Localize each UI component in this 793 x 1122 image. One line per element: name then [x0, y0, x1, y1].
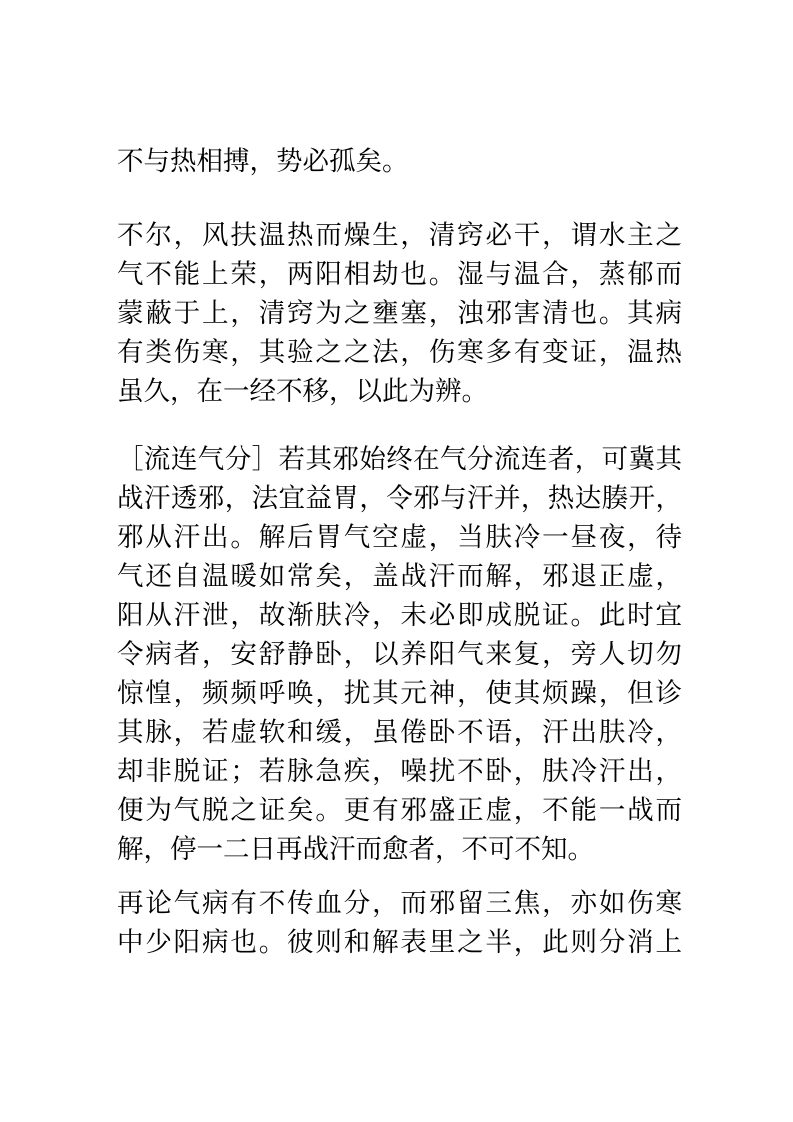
text-line: 阳从汗泄，故渐肤冷，未必即成脱证。此时宜	[117, 600, 682, 631]
paragraph-1	[117, 142, 682, 181]
paragraph-3	[117, 440, 682, 869]
text-line: 邪从汗出。解后胃气空虚，当肤冷一昼夜，待	[117, 522, 682, 553]
text-line: 虽久，在一经不移，以此为辨。	[117, 376, 488, 407]
text-line: 蒙蔽于上，清窍为之壅塞，浊邪害清也。其病	[117, 298, 682, 329]
text-line: 战汗透邪，法宜益胃，令邪与汗并，热达腠开，	[117, 483, 682, 514]
text-line: 令病者，安舒静卧，以养阳气来复，旁人切勿	[117, 639, 682, 670]
text-line: 其脉，若虚软和缓，虽倦卧不语，汗出肤冷，	[117, 717, 682, 748]
paragraph-4	[117, 884, 682, 962]
text-line: 气不能上荣，两阳相劫也。湿与温合，蒸郁而	[117, 259, 682, 290]
text-line: 惊惶，频频呼唤，扰其元神，使其烦躁，但诊	[117, 678, 682, 709]
text-line: 不尔，风扶温热而燥生，清窍必干，谓水主之	[117, 220, 682, 251]
paragraph-2	[117, 216, 682, 411]
text-line: 气还自温暖如常矣，盖战汗而解，邪退正虚，	[117, 561, 682, 592]
text-line: 不与热相搏，势必孤矣。	[117, 146, 409, 177]
text-line: 有类伤寒，其验之之法，伤寒多有变证，温热	[117, 337, 682, 368]
text-line: 便为气脱之证矣。更有邪盛正虚，不能一战而	[117, 795, 682, 826]
text-line: 却非脱证；若脉急疾，噪扰不卧，肤冷汗出，	[117, 756, 682, 787]
text-line: ［流连气分］若其邪始终在气分流连者，可冀其	[117, 444, 682, 475]
text-line: 再论气病有不传血分，而邪留三焦，亦如伤寒	[117, 888, 682, 919]
text-line: 中少阳病也。彼则和解表里之半，此则分消上	[117, 927, 682, 958]
text-line: 解，停一二日再战汗而愈者，不可不知。	[117, 834, 594, 865]
